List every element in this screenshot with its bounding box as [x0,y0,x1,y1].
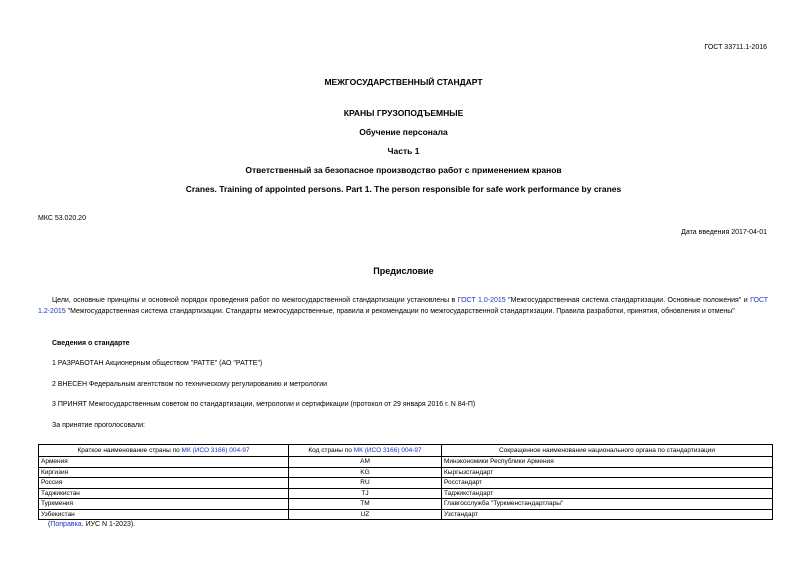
country-column-header [39,445,289,457]
body-cell: Главгосслужба "Туркменстандартлары" [442,499,773,510]
gost-1-0-link[interactable]: ГОСТ 1.0-2015 [457,297,506,304]
country-cell: Россия [39,478,289,489]
code-header-text: Код страны по [308,447,354,454]
amendment-link[interactable]: Поправка [50,521,82,528]
info-item-1: 1 РАЗРАБОТАН Акционерным обществом "РАТТЕ" (АО "РАТТЕ") [52,360,263,367]
code-cell: TM [289,499,442,510]
interstate-standard-heading: МЕЖГОСУДАРСТВЕННЫЙ СТАНДАРТ [324,77,483,87]
mk-iso-link-2[interactable]: МК (ИСО 3166) 004-97 [353,447,422,454]
foreword-text-3: "Межгосударственная система стандартизации. Стандарты межгосударственные, правила и рекомендации по межгосударственной стандартизации. Правила разработки, принятия, обновления и отмены" [65,307,735,315]
table-row [39,499,773,510]
mk-iso-link-1[interactable]: МК (ИСО 3166) 004-97 [181,447,250,454]
document-title: КРАНЫ ГРУЗОПОДЪЕМНЫЕ [343,108,464,118]
country-header-text: Краткое наименование страны по [77,447,182,454]
english-title: Cranes. Training of appointed persons. Part 1. The person responsible for safe work performance by cranes [185,184,622,194]
standard-info-heading: Сведения о стандарте [52,340,130,347]
code-cell: TJ [289,488,442,499]
body-cell: Кыргызстандарт [442,467,773,478]
country-cell: Узбекистан [39,509,289,520]
foreword-text-2: "Межгосударственная система стандартизации. Основные положения" и [505,297,748,304]
country-cell: Киргизия [39,467,289,478]
code-cell: RU [289,478,442,489]
voting-table [38,444,773,520]
info-item-3: 3 ПРИНЯТ Межгосударственным советом по стандартизации, метрологии и сертификации (протокол от 29 января 2016 г. N 84-П) [52,401,476,408]
table-header-row [39,445,773,457]
part-number: Часть 1 [387,146,420,156]
foreword-text-1: Цели, основные принципы и основной порядок проведения работ по межгосударственной стандартизации установлены в [52,297,458,304]
table-row [39,488,773,499]
document-subtitle: Обучение персонала [359,127,448,137]
code-cell: AM [289,457,442,468]
note-rest: . ИУС N 1-2023). [81,521,136,528]
foreword-paragraph [38,296,768,317]
note-open: ( [48,521,51,528]
table-row [39,457,773,468]
body-cell: Минэкономики Республики Армения [442,457,773,468]
effective-date: Дата введения 2017-04-01 [681,229,767,236]
table-row [39,509,773,520]
code-cell: KG [289,467,442,478]
country-cell: Армения [39,457,289,468]
body-cell: Узстандарт [442,509,773,520]
country-cell: Таджикистан [39,488,289,499]
gost-1-2-link[interactable]: ГОСТ 1.2-2015 [38,297,769,315]
code-cell: UZ [289,509,442,520]
mks-code: МКС 53.020.20 [38,215,86,222]
document-id: ГОСТ 33711.1-2016 [704,44,767,51]
country-cell: Туркмения [39,499,289,510]
info-item-2: 2 ВНЕСЕН Федеральным агентством по техническому регулированию и метрологии [52,381,328,388]
table-row [39,478,773,489]
body-column-header: Сокращенное наименование национального органа по стандартизации [442,445,773,457]
body-cell: Таджикстандарт [442,488,773,499]
part-title: Ответственный за безопасное производство работ с применением кранов [245,165,562,175]
table-row [39,467,773,478]
voted-label: За принятие проголосовали: [52,422,145,429]
foreword-heading: Предисловие [373,266,434,276]
body-cell: Росстандарт [442,478,773,489]
amendment-note [48,520,135,529]
code-column-header [289,445,442,457]
